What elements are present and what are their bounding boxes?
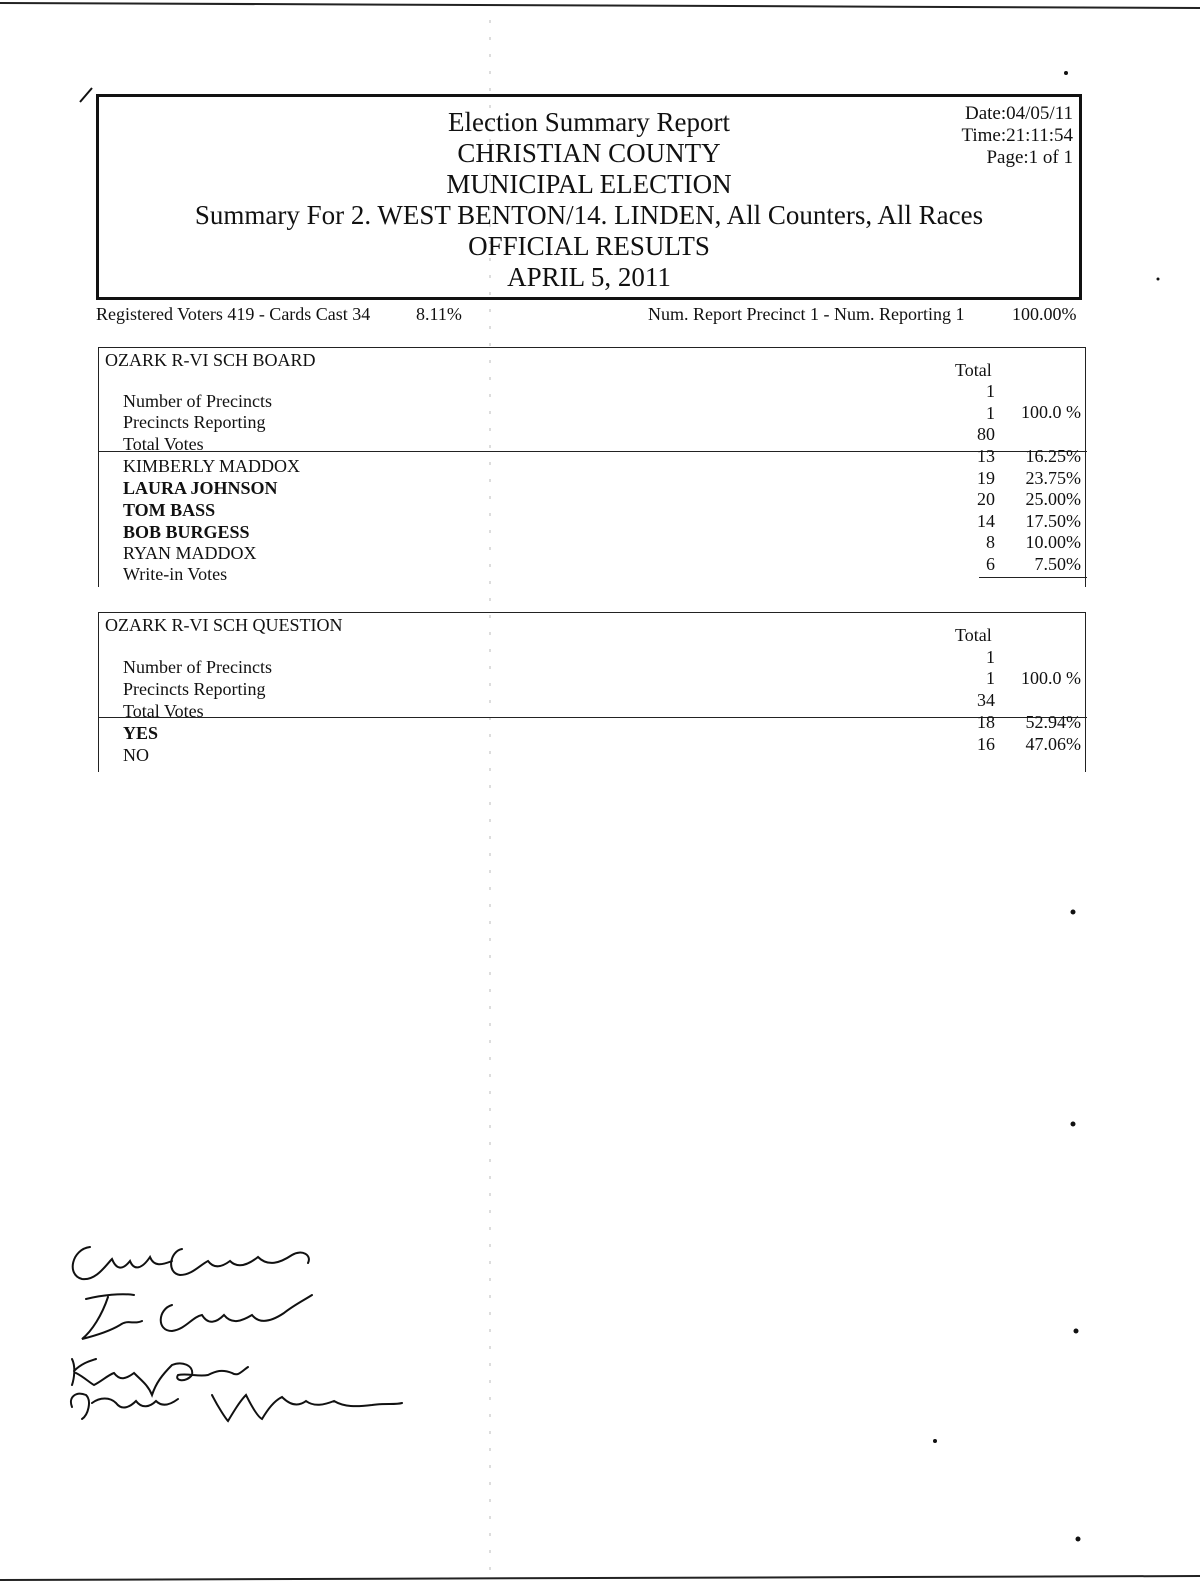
report-date: Date:04/05/11 [965, 103, 1073, 124]
candidate-name: LAURA JOHNSON [123, 478, 278, 498]
candidate-percent: 47.06% [1025, 734, 1081, 754]
race-title: OZARK R-VI SCH QUESTION [105, 615, 343, 635]
candidate-name: NO [123, 745, 149, 765]
results-status: OFFICIAL RESULTS [468, 231, 710, 261]
candidate-name: KIMBERLY MADDOX [123, 456, 301, 476]
candidate-percent: 23.75% [1025, 468, 1081, 488]
stat-value: 80 [977, 424, 995, 444]
signature-1 [73, 1247, 309, 1279]
stat-value: 1 [986, 647, 995, 667]
candidate-votes: 14 [977, 511, 995, 531]
candidate-percent: 7.50% [1034, 554, 1081, 574]
candidate-votes: 16 [977, 734, 995, 754]
stat-label: Total Votes [123, 434, 204, 454]
registered-voters: Registered Voters 419 - Cards Cast 34 [96, 304, 371, 324]
summary-for: Summary For 2. WEST BENTON/14. LINDEN, All Counters, All Races [194, 200, 984, 230]
candidate-percent: 25.00% [1025, 489, 1081, 509]
signature-4 [71, 1394, 402, 1421]
race-title: OZARK R-VI SCH BOARD [105, 350, 316, 370]
stat-label: Precincts Reporting [123, 679, 266, 699]
candidate-votes: 20 [977, 489, 995, 509]
turnout-percent: 8.11% [416, 304, 462, 324]
total-header: Total [955, 625, 992, 645]
candidate-votes: 18 [977, 712, 995, 732]
election-name: MUNICIPAL ELECTION [446, 169, 732, 199]
report-time: Time:21:11:54 [961, 125, 1073, 146]
signatures [62, 1235, 422, 1425]
stat-value: 34 [977, 690, 995, 710]
candidate-name: BOB BURGESS [123, 522, 250, 542]
candidate-name: Write-in Votes [123, 564, 228, 584]
stat-value: 1 [986, 668, 995, 688]
candidate-name: TOM BASS [123, 500, 216, 520]
stat-label: Precincts Reporting [123, 412, 266, 432]
stat-percent: 100.0 % [1021, 668, 1081, 688]
report-title: Election Summary Report [448, 107, 730, 137]
stat-value: 1 [986, 381, 995, 401]
divider [979, 577, 1087, 578]
race-school-question [98, 612, 1086, 772]
report-header [96, 94, 1082, 300]
stat-percent: 100.0 % [1021, 402, 1081, 422]
candidate-percent: 17.50% [1025, 511, 1081, 531]
candidate-percent: 10.00% [1025, 532, 1081, 552]
candidate-percent: 52.94% [1025, 712, 1081, 732]
report-page: Page:1 of 1 [986, 147, 1073, 168]
reporting-percent: 100.00% [1012, 304, 1077, 324]
report-meta [961, 103, 1073, 169]
stat-value: 1 [986, 403, 995, 423]
candidate-name: RYAN MADDOX [123, 543, 257, 563]
candidate-votes: 8 [986, 532, 995, 552]
total-header: Total [955, 360, 992, 380]
stat-label: Number of Precincts [123, 391, 272, 411]
signature-2 [82, 1294, 312, 1339]
county-name: CHRISTIAN COUNTY [457, 138, 721, 168]
election-date: APRIL 5, 2011 [507, 262, 671, 292]
stat-label: Total Votes [123, 701, 204, 721]
race-school-board [98, 347, 1086, 587]
candidate-votes: 13 [977, 446, 995, 466]
candidate-percent: 16.25% [1025, 446, 1081, 466]
candidate-votes: 19 [977, 468, 995, 488]
candidate-votes: 6 [986, 554, 995, 574]
signature-3 [72, 1359, 248, 1395]
precinct-reporting: Num. Report Precinct 1 - Num. Reporting 1 [648, 304, 965, 324]
stat-label: Number of Precincts [123, 657, 272, 677]
candidate-name: YES [123, 723, 159, 743]
